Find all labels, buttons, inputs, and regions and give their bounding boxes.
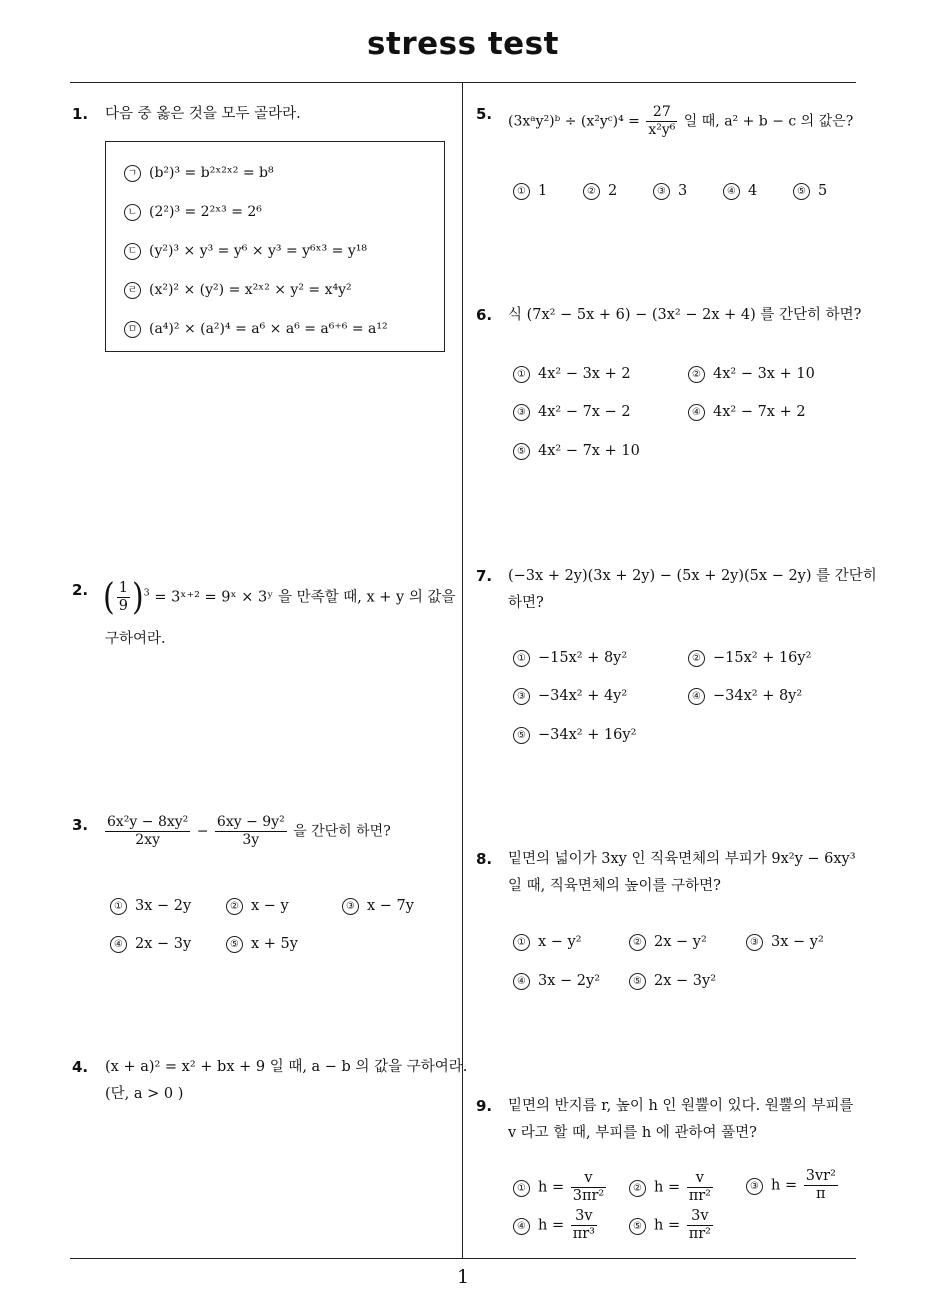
question-prompt: 밑면의 넓이가 3xy 인 직육면체의 부피가 9x²y − 6xy³ [508, 851, 856, 867]
option-3[interactable]: ③ x − 7y [342, 896, 414, 916]
question-number: 5. [476, 105, 493, 123]
question-number: 1. [72, 105, 89, 123]
question-prompt: 밑면의 반지름 r, 높이 h 인 원뿔이 있다. 원뿔의 부피를 [508, 1098, 854, 1114]
question-number: 3. [72, 816, 89, 834]
option-1[interactable]: ① −15x² + 8y² [513, 648, 627, 668]
option-5[interactable]: ⑤ h = $\frac{3v}{\text{πr²}}$ [629, 1208, 715, 1243]
option-4[interactable]: ④ 4 [723, 181, 757, 201]
question-number: 7. [476, 567, 493, 585]
option-3[interactable]: ③ 3x − y² [746, 932, 824, 952]
top-rule [70, 82, 856, 83]
question-number: 9. [476, 1097, 493, 1115]
option-4[interactable]: ④ h = $\frac{3v}{\text{πr³}}$ [513, 1208, 599, 1243]
option-2[interactable]: ② x − y [226, 896, 289, 916]
question-prompt: (3xᵃy²)ᵇ ÷ (x²yᶜ)⁴ = $\frac{27}{\text{x²y⁶}}$ 일 때, a² + b − c 의 값은? [508, 104, 854, 138]
page-number: 1 [456, 1266, 470, 1288]
option-2[interactable]: ② h = $\frac{v}{\text{πr²}}$ [629, 1170, 715, 1205]
option-3[interactable]: ③ −34x² + 4y² [513, 686, 627, 706]
option-1[interactable]: ① h = $\frac{v}{\text{3πr²}}$ [513, 1170, 608, 1205]
option-4[interactable]: ④ 3x − 2y² [513, 971, 600, 991]
statement-item: ㄹ (x²)² × (y²) = x²ˣ² × y² = x⁴y² [124, 282, 352, 299]
option-1[interactable]: ① 4x² − 3x + 2 [513, 364, 631, 384]
bottom-rule [70, 1258, 856, 1259]
column-divider [462, 83, 463, 1258]
question-prompt-line2: v 라고 할 때, 부피를 h 에 관하여 풀면? [508, 1125, 757, 1141]
question-prompt-line2: 구하여라. [105, 631, 166, 647]
question-prompt-line2: 하면? [508, 595, 544, 611]
option-4[interactable]: ④ 4x² − 7x + 2 [688, 402, 806, 422]
question-number: 4. [72, 1058, 89, 1076]
statement-item: ㅁ (a⁴)² × (a²)⁴ = a⁶ × a⁶ = a⁶⁺⁶ = a¹² [124, 321, 388, 338]
option-5[interactable]: ⑤ 5 [793, 181, 827, 201]
option-2[interactable]: ② 2 [583, 181, 617, 201]
option-5[interactable]: ⑤ 4x² − 7x + 10 [513, 441, 640, 461]
question-number: 2. [72, 581, 89, 599]
option-3[interactable]: ③ 4x² − 7x − 2 [513, 402, 631, 422]
statement-item: ㄷ (y²)³ × y³ = y⁶ × y³ = y⁶ˣ³ = y¹⁸ [124, 243, 367, 260]
question-number: 6. [476, 306, 493, 324]
question-prompt-line2: (단, a > 0 ) [105, 1086, 184, 1102]
question-prompt: 식 (7x² − 5x + 6) − (3x² − 2x + 4) 를 간단히 하면? [508, 307, 862, 323]
option-1[interactable]: ① 3x − 2y [110, 896, 191, 916]
fraction-denominator: 9 [118, 598, 128, 614]
question-prompt: ( $\frac{1}{9}$ )$^3$ = 3ˣ⁺² = 9ˣ × 3ʸ 을 만족할 때, x + y 의 값을 [103, 575, 456, 618]
option-2[interactable]: ② 2x − y² [629, 932, 707, 952]
question-number: 8. [476, 850, 493, 868]
question-prompt: 다음 중 옳은 것을 모두 골라라. [105, 106, 301, 122]
fraction-numerator: 1 [118, 580, 128, 596]
option-2[interactable]: ② −15x² + 16y² [688, 648, 811, 668]
question-prompt-line2: 일 때, 직육면체의 높이를 구하면? [508, 878, 721, 894]
option-3[interactable]: ③ 3 [653, 181, 687, 201]
option-5[interactable]: ⑤ x + 5y [226, 934, 298, 954]
option-5[interactable]: ⑤ −34x² + 16y² [513, 725, 636, 745]
page-title: stress test [367, 26, 559, 62]
option-1[interactable]: ① x − y² [513, 932, 582, 952]
option-1[interactable]: ① 1 [513, 181, 547, 201]
option-4[interactable]: ④ 2x − 3y [110, 934, 191, 954]
option-5[interactable]: ⑤ 2x − 3y² [629, 971, 716, 991]
question-prompt: (x + a)² = x² + bx + 9 일 때, a − b 의 값을 구하여라. [105, 1059, 468, 1075]
question-prompt: (−3x + 2y)(3x + 2y) − (5x + 2y)(5x − 2y) 를 간단히 [508, 568, 877, 584]
statements-box [105, 141, 445, 352]
option-2[interactable]: ② 4x² − 3x + 10 [688, 364, 815, 384]
option-4[interactable]: ④ −34x² + 8y² [688, 686, 802, 706]
statement-item: ㄴ (2²)³ = 2²ˣ³ = 2⁶ [124, 204, 262, 221]
option-3[interactable]: ③ h = $\frac{\text{3vr²}}{\pi}$ [746, 1168, 840, 1203]
statement-item: ㄱ (b²)³ = b²ˣ²ˣ² = b⁸ [124, 165, 274, 182]
question-prompt: $\frac{\text{6x²y − 8xy²}}{2xy}$ − $\frac{\text{6xy − 9y²}}{3y}$ 을 간단히 하면? [107, 814, 391, 848]
